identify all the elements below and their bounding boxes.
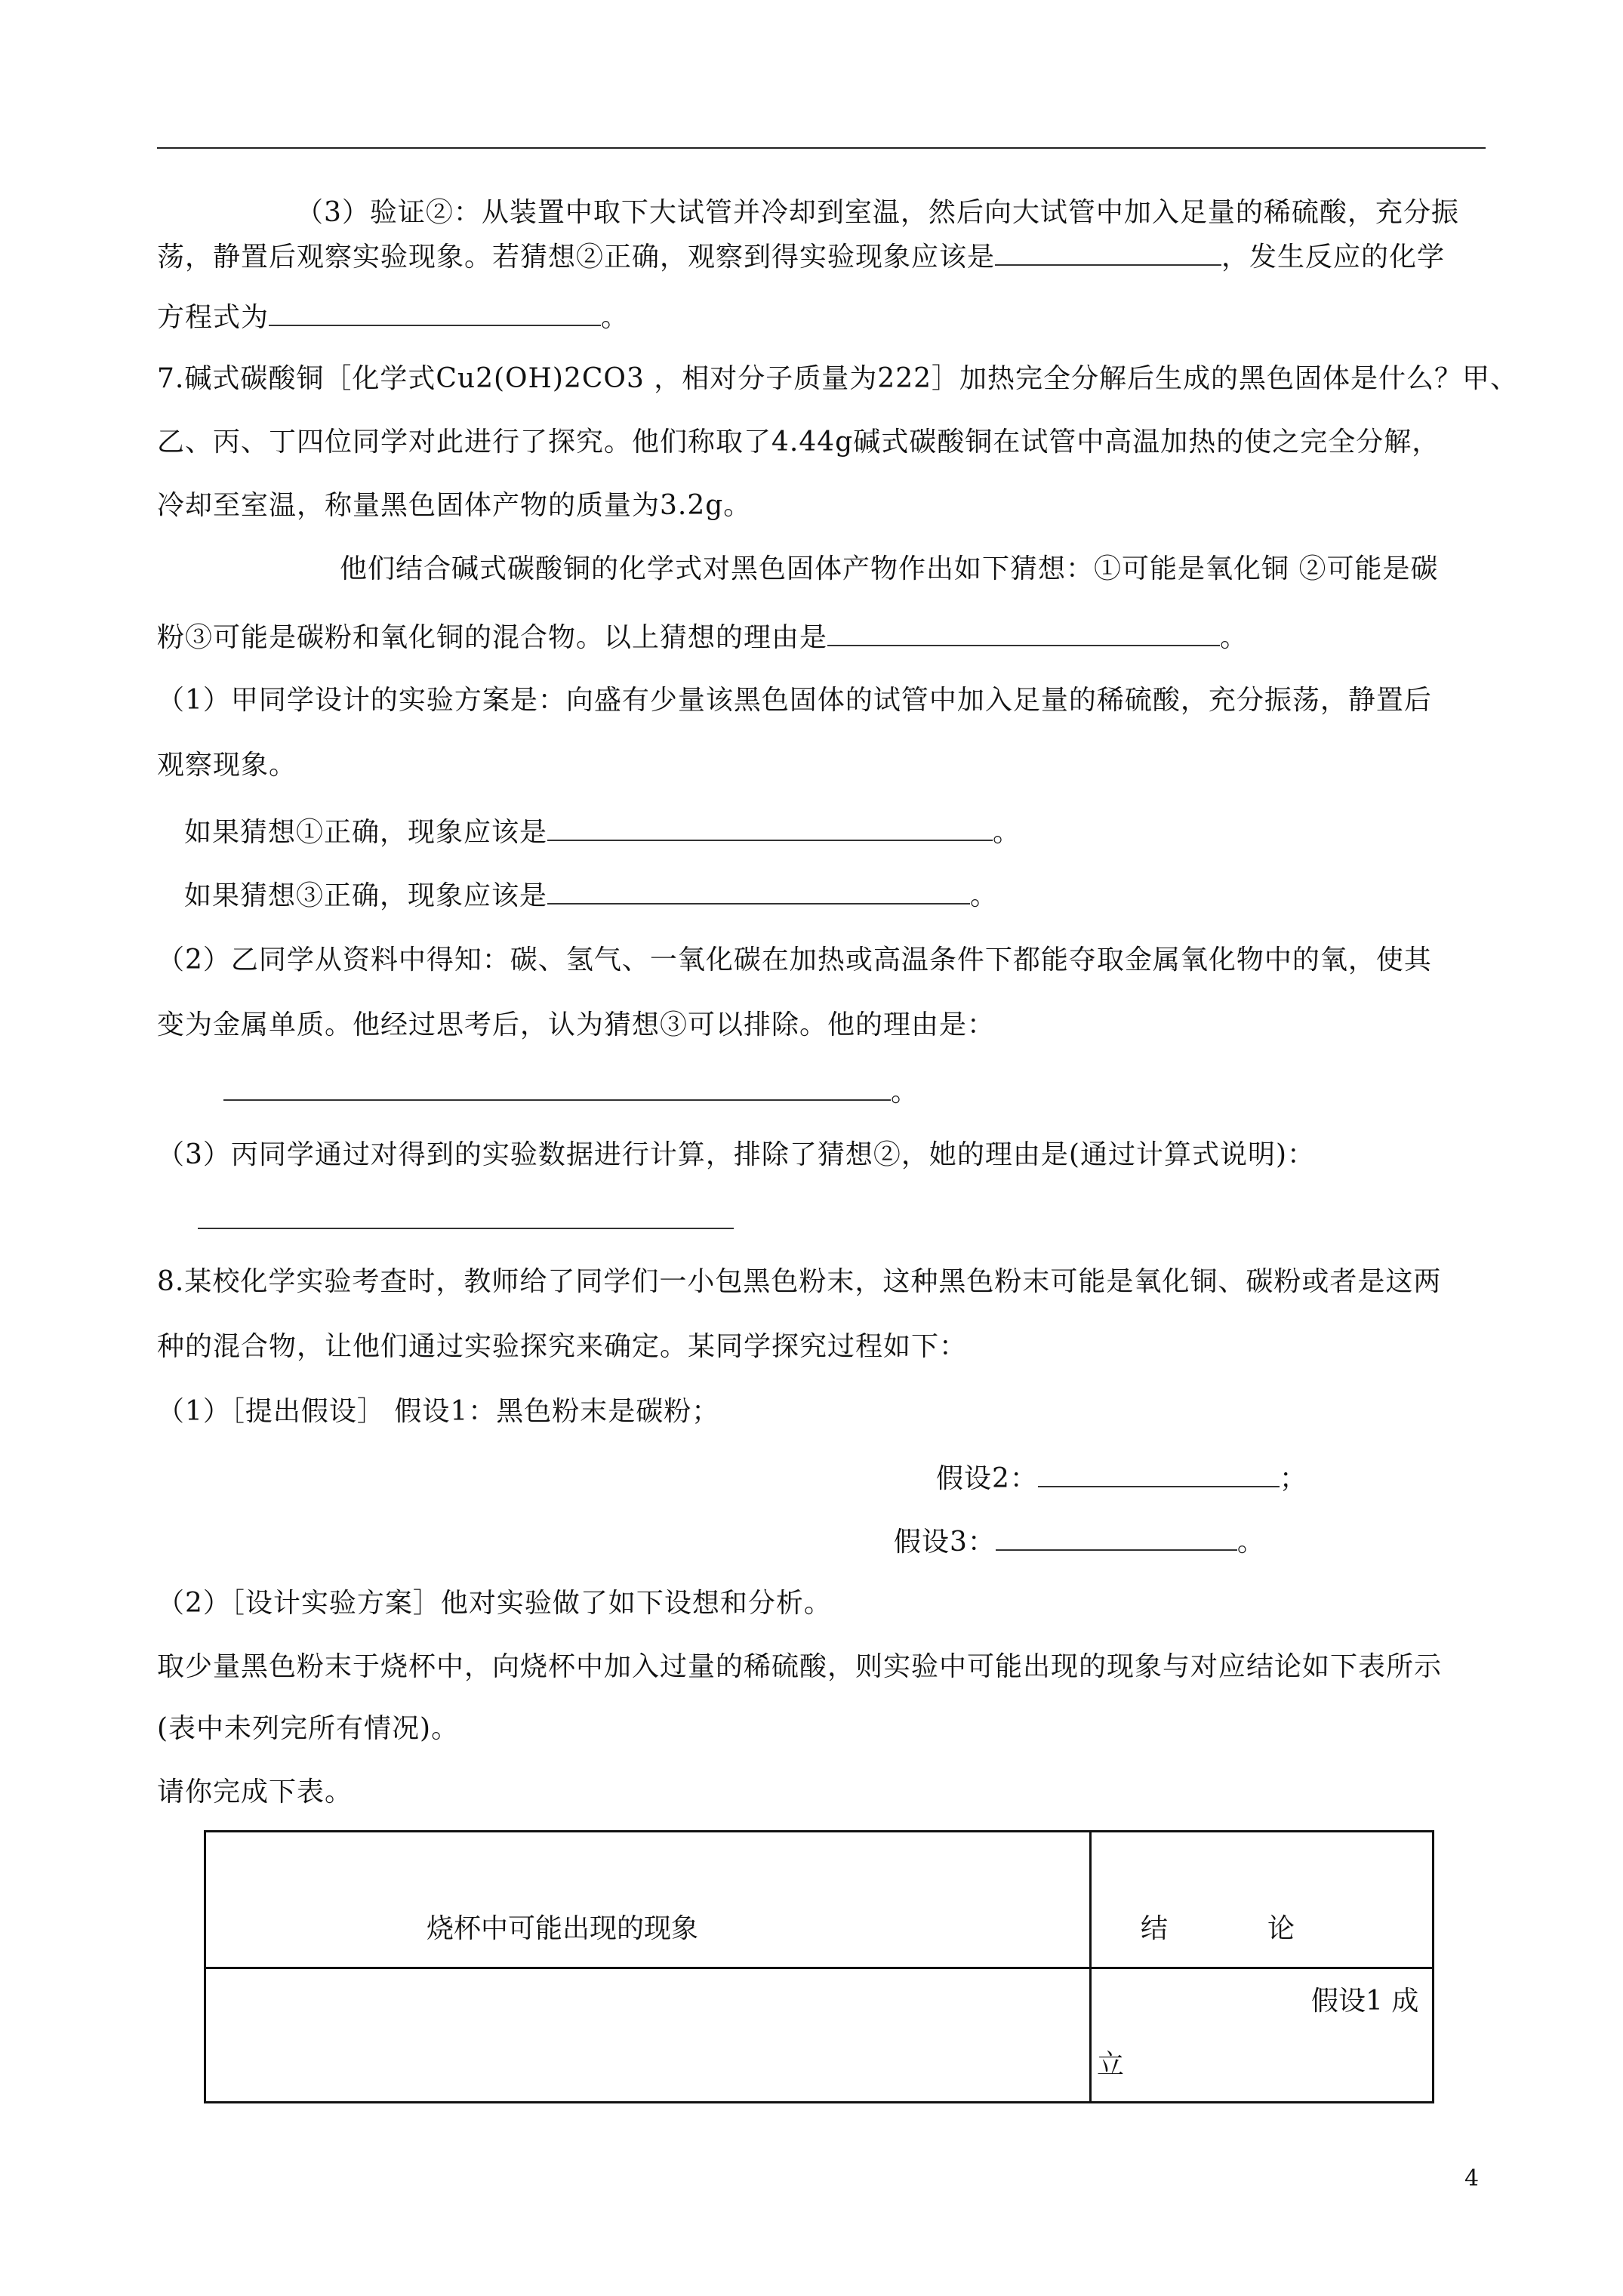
text-line: （2）［设计实验方案］他对实验做了如下设想和分析。	[157, 1588, 832, 1619]
answer-blank[interactable]	[995, 237, 1221, 266]
text-span: 粉③可能是碳粉和氧化铜的混合物。以上猜想的理由是	[157, 622, 828, 653]
text-line	[198, 1200, 734, 1239]
text-span: 如果猜想①正确，现象应该是	[184, 817, 548, 848]
text-line	[157, 297, 629, 336]
text-span: 方程式为	[157, 302, 269, 333]
answer-blank[interactable]	[827, 618, 1220, 646]
answer-blank[interactable]	[996, 1522, 1237, 1551]
text-span: 。	[1236, 1527, 1265, 1558]
text-line: 观察现象。	[157, 750, 297, 781]
table-row1-phenomenon[interactable]	[221, 1983, 1067, 2089]
text-span: 。	[601, 302, 630, 333]
text-line: 请你完成下表。	[157, 1777, 353, 1808]
text-span: ；	[1279, 1463, 1307, 1494]
text-line: 种的混合物，让他们通过实验探究来确定。某同学探究过程如下：	[157, 1331, 968, 1362]
text-line	[157, 618, 1248, 656]
table-row-divider	[206, 1967, 1432, 1969]
text-span: 。	[891, 1077, 919, 1108]
answer-blank[interactable]	[547, 876, 970, 905]
text-span: 。	[970, 880, 999, 911]
text-line: 7.碱式碳酸铜［化学式Cu2(OH)2CO3 ，相对分子质量为222］加热完全分解后生成的黑色固体是什么？甲、	[157, 363, 1519, 394]
table-header-phenomenon: 烧杯中可能出现的现象	[427, 1913, 699, 1944]
answer-blank[interactable]	[1038, 1459, 1280, 1487]
table-header-conclusion-b: 论	[1267, 1913, 1295, 1944]
text-line: （3）丙同学通过对得到的实验数据进行计算，排除了猜想②，她的理由是(通过计算式说明)：	[157, 1139, 1315, 1170]
text-span: 如果猜想③正确，现象应该是	[184, 880, 548, 911]
table-header-conclusion-a: 结	[1141, 1913, 1169, 1944]
text-line: 取少量黑色粉末于烧杯中，向烧杯中加入过量的稀硫酸，则实验中可能出现的现象与对应结论如下表所示	[157, 1651, 1443, 1682]
answer-blank[interactable]	[269, 297, 601, 326]
text-line: 乙、丙、丁四位同学对此进行了探究。他们称取了4.44g碱式碳酸铜在试管中高温加热的使之完全分解，	[157, 427, 1440, 458]
text-line: (表中未列完所有情况)。	[157, 1713, 460, 1744]
text-line: （3）验证②：从装置中取下大试管并冷却到室温，然后向大试管中加入足量的稀硫酸，充分振	[296, 197, 1459, 228]
page-number: 4	[1464, 2165, 1480, 2192]
text-line: 变为金属单质。他经过思考后，认为猜想③可以排除。他的理由是：	[157, 1009, 996, 1040]
text-line	[184, 812, 1021, 851]
answer-blank[interactable]	[547, 812, 993, 841]
text-line	[223, 1072, 919, 1111]
text-line	[936, 1459, 1307, 1497]
results-table	[204, 1830, 1434, 2103]
text-span: 假设2：	[936, 1463, 1038, 1494]
text-line: 他们结合碱式碳酸铜的化学式对黑色固体产物作出如下猜想：①可能是氧化铜 ②可能是碳	[340, 553, 1439, 584]
text-span: 。	[993, 817, 1021, 848]
answer-blank[interactable]	[223, 1072, 891, 1101]
header-rule	[157, 147, 1486, 149]
text-line: （1）甲同学设计的实验方案是：向盛有少量该黑色固体的试管中加入足量的稀硫酸，充分振荡，静置后	[157, 685, 1432, 716]
table-row1-conclusion-b: 立	[1097, 2049, 1125, 2080]
answer-blank[interactable]	[198, 1200, 734, 1229]
text-line	[157, 237, 1445, 276]
text-line: 冷却至室温，称量黑色固体产物的质量为3.2g。	[157, 490, 752, 521]
text-line	[894, 1522, 1265, 1561]
text-span: 。	[1220, 622, 1249, 653]
text-line: 8.某校化学实验考查时，教师给了同学们一小包黑色粉末，这种黑色粉末可能是氧化铜、碳粉或者是这两	[157, 1266, 1442, 1297]
text-line: （2）乙同学从资料中得知：碳、氢气、一氧化碳在加热或高温条件下都能夺取金属氧化物中的氧，使其	[157, 945, 1432, 975]
text-span: ，发生反应的化学	[1221, 242, 1446, 273]
table-row1-conclusion-a: 假设1 成	[1311, 1986, 1419, 2017]
text-line	[184, 876, 998, 914]
text-span: 假设3：	[894, 1527, 996, 1558]
text-line: （1）［提出假设］ 假设1：黑色粉末是碳粉；	[157, 1396, 720, 1427]
text-span: 荡，静置后观察实验现象。若猜想②正确，观察到得实验现象应该是	[157, 242, 996, 273]
